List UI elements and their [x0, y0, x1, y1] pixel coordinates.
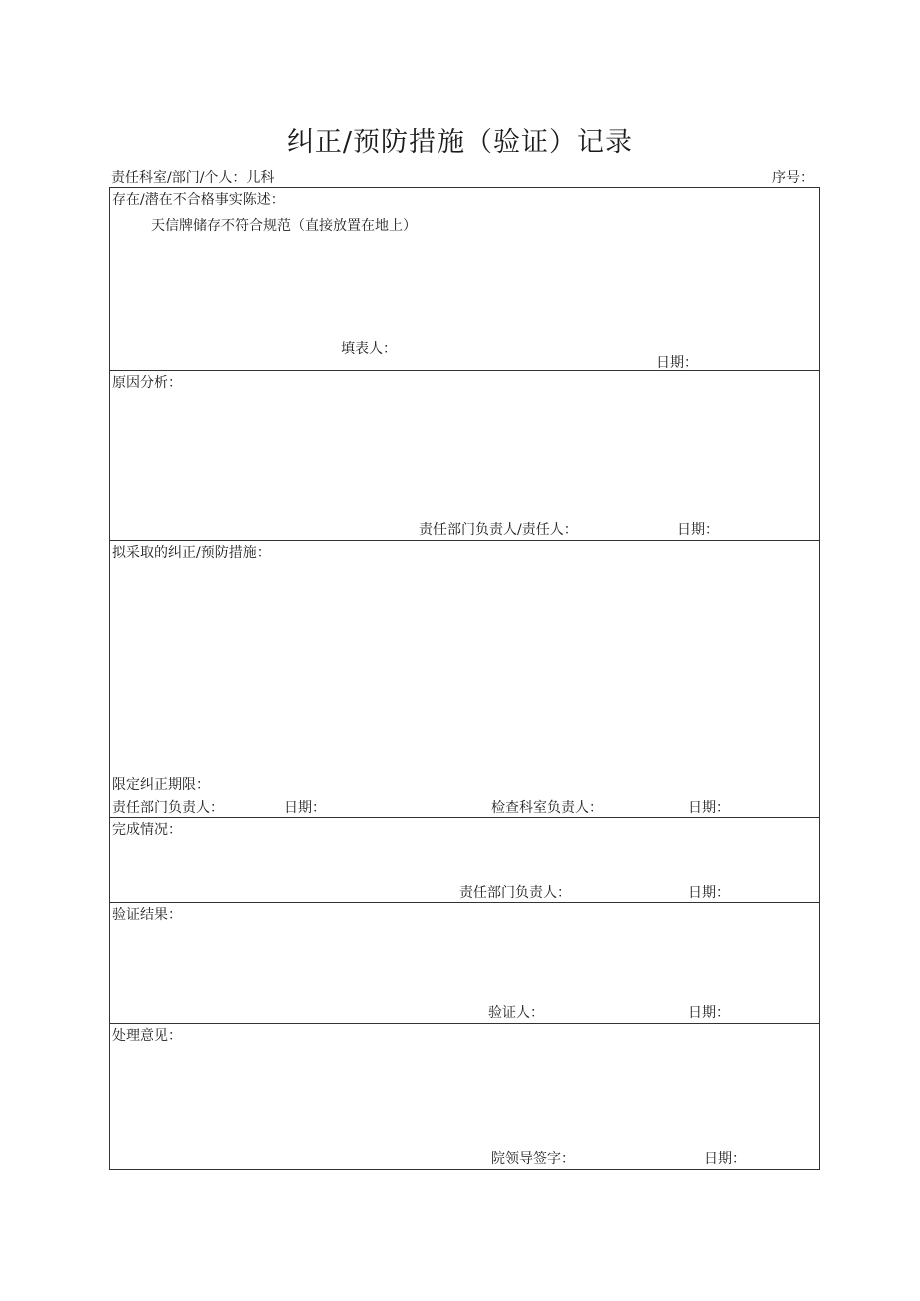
opinion-heading: 处理意见：: [112, 1028, 182, 1044]
completion-dept-head-label: 责任部门负责人：: [459, 885, 571, 901]
section-measures: [110, 541, 819, 818]
filler-label: 填表人：: [341, 341, 397, 357]
cause-date-label: 日期：: [677, 522, 719, 538]
measures-dept-head-label: 责任部门负责人：: [112, 800, 224, 816]
section-cause: [110, 371, 819, 541]
section-opinion: [110, 1024, 819, 1169]
verification-heading: 验证结果：: [112, 907, 182, 923]
serial-number-label: 序号：: [772, 170, 814, 186]
verification-date-label: 日期：: [688, 1005, 730, 1021]
measures-date-label-2: 日期：: [688, 800, 730, 816]
fact-heading: 存在/潜在不合格事实陈述：: [112, 192, 285, 208]
section-verification: [110, 903, 819, 1024]
inspector-label: 检查科室负责人：: [491, 800, 603, 816]
responsible-party-label: 责任科室/部门/个人：儿科: [111, 170, 275, 186]
deadline-label: 限定纠正期限：: [112, 777, 210, 793]
leader-signature-label: 院领导签字：: [491, 1151, 575, 1167]
section-fact: [110, 188, 819, 371]
fact-content[interactable]: 天信牌储存不符合规范（直接放置在地上）: [151, 218, 417, 234]
verifier-label: 验证人：: [488, 1005, 544, 1021]
cause-responsible-label: 责任部门负责人/责任人：: [419, 522, 578, 538]
section-completion: [110, 818, 819, 903]
page-title: 纠正/预防措施（验证）记录: [286, 127, 634, 158]
opinion-date-label: 日期：: [704, 1151, 746, 1167]
fact-date-label: 日期：: [656, 355, 698, 371]
completion-heading: 完成情况：: [112, 822, 182, 838]
measures-heading: 拟采取的纠正/预防措施：: [112, 545, 271, 561]
measures-date-label-1: 日期：: [284, 800, 326, 816]
record-form: [109, 187, 820, 1170]
completion-date-label: 日期：: [688, 885, 730, 901]
cause-heading: 原因分析：: [112, 375, 182, 391]
